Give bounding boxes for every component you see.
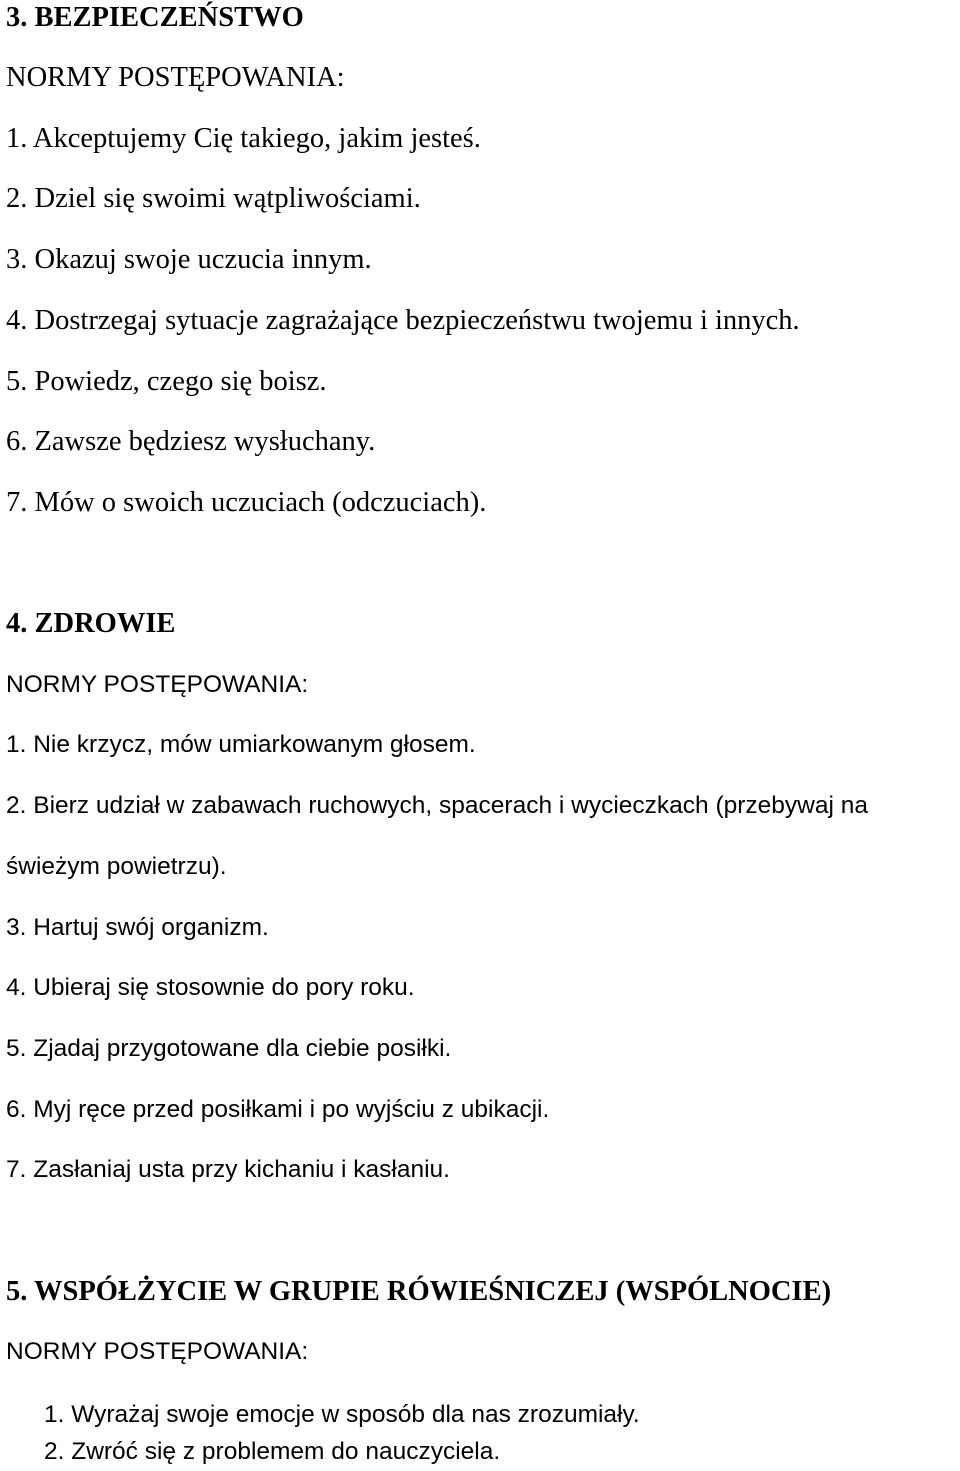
list-item: 5. Zjadaj przygotowane dla ciebie posiłki.	[6, 1035, 452, 1062]
list-item: 3. Hartuj swój organizm.	[6, 914, 269, 941]
section-4-heading: 4. ZDROWIE	[6, 608, 176, 639]
section-5-norms-label: NORMY POSTĘPOWANIA:	[6, 1338, 309, 1365]
list-item: 7. Mów o swoich uczuciach (odczuciach).	[6, 487, 487, 518]
list-item: 6. Zawsze będziesz wysłuchany.	[6, 426, 376, 457]
list-item: 1. Nie krzycz, mów umiarkowanym głosem.	[6, 731, 476, 758]
list-item: świeżym powietrzu).	[6, 853, 227, 880]
list-item: 1. Akceptujemy Cię takiego, jakim jesteś.	[6, 123, 481, 154]
list-item: 2. Zwróć się z problemem do nauczyciela.	[44, 1438, 501, 1465]
section-4-norms-label: NORMY POSTĘPOWANIA:	[6, 671, 309, 698]
list-item: 2. Dziel się swoimi wątpliwościami.	[6, 183, 421, 214]
list-item: 7. Zasłaniaj usta przy kichaniu i kasłaniu.	[6, 1156, 450, 1183]
list-item: 1. Wyrażaj swoje emocje w sposób dla nas zrozumiały.	[44, 1401, 640, 1428]
list-item: 6. Myj ręce przed posiłkami i po wyjściu z ubikacji.	[6, 1096, 550, 1123]
list-item: 4. Dostrzegaj sytuacje zagrażające bezpieczeństwu twojemu i innych.	[6, 305, 800, 336]
list-item: 2. Bierz udział w zabawach ruchowych, spacerach i wycieczkach (przebywaj na	[6, 792, 868, 819]
list-item: 4. Ubieraj się stosownie do pory roku.	[6, 974, 415, 1001]
section-5-heading: 5. WSPÓŁŻYCIE W GRUPIE RÓWIEŚNICZEJ (WSPÓLNOCIE)	[6, 1276, 832, 1307]
section-3-norms-label: NORMY POSTĘPOWANIA:	[6, 62, 345, 93]
section-3-heading: 3. BEZPIECZEŃSTWO	[6, 2, 304, 33]
list-item: 3. Okazuj swoje uczucia innym.	[6, 244, 372, 275]
list-item: 5. Powiedz, czego się boisz.	[6, 366, 327, 397]
